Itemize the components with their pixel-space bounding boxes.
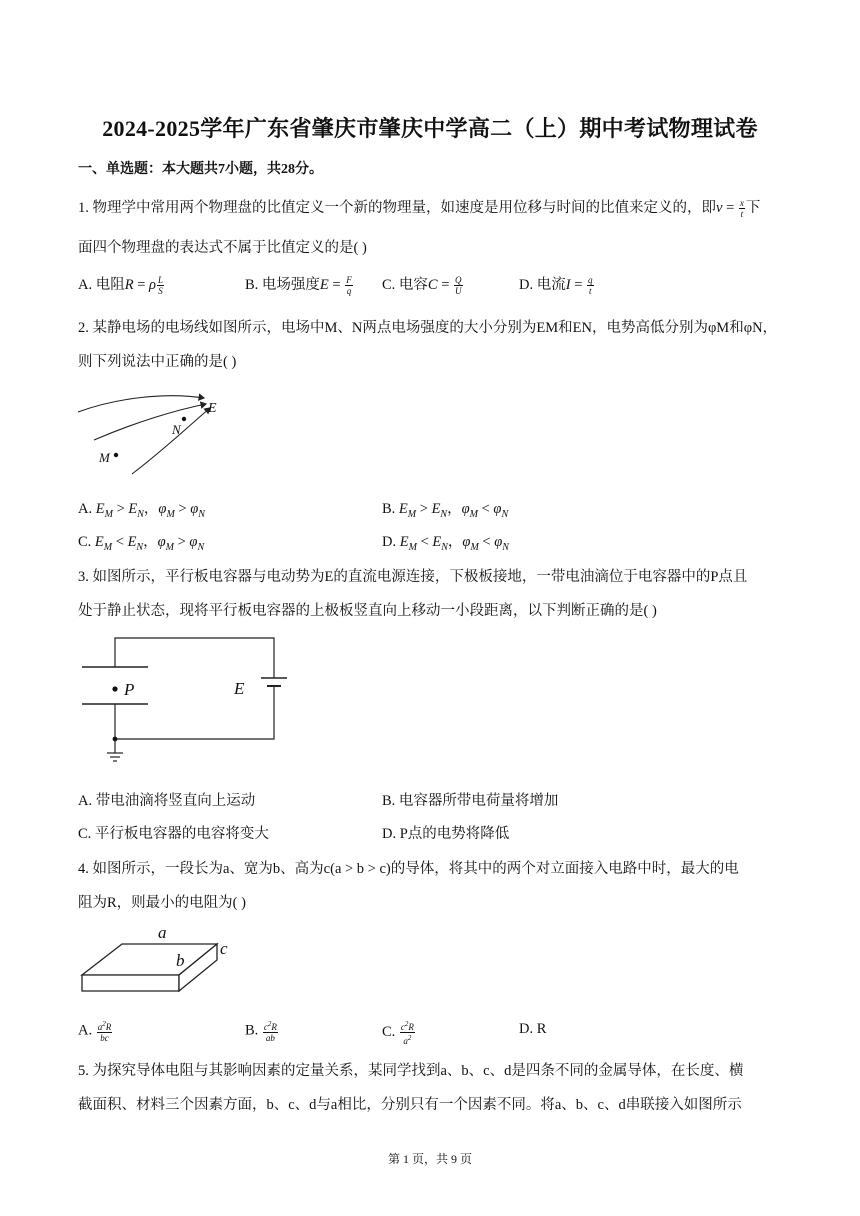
q2-option-d: D. $E_M < E_N$，$\varphi_M < \varphi_N$ [382,534,509,553]
field-line-2 [94,404,206,440]
q1-option-d: D. 电流I = $\frac{q}{t}$ [519,275,593,297]
q2-line2: 则下列说法中正确的是( ) [78,354,237,370]
field-line-1 [78,396,204,412]
q3-option-d: D. P点的电势将降低 [382,826,510,842]
label-p: P [124,680,135,699]
q1-option-b: B. 电场强度E = $\frac{F}{q}$ [245,275,352,297]
q1-option-a: A. 电阻R = ρ $\frac{L}{S}$ [78,275,164,297]
q2-option-b: B. $E_M > E_N$，$\varphi_M < \varphi_N$ [382,501,509,520]
capacitor-circuit-figure [78,632,308,772]
q3-option-c: C. 平行板电容器的电容将变大 [78,826,269,842]
q3-line2: 处于静止状态，现将平行板电容器的上极板竖直向上移动一小段距离，以下判断正确的是( ) [78,603,657,619]
label-e: E [234,679,245,698]
q4-option-d: D. R [519,1021,547,1037]
q4-option-a: A. $\frac{a^2R}{bc}$ [78,1020,112,1043]
q4-line1: 4. 如图所示，一段长为a、宽为b、高为c(a > b > c)的导体，将其中的两个对立面接入电路中时，最大的电 [78,861,739,877]
label-b: b [176,951,185,970]
label-a: a [158,923,167,942]
conductor-block-figure [78,920,248,1000]
q3-line1: 3. 如图所示，平行板电容器与电动势为E的直流电源连接，下极板接地，一带电油滴位于电容器中的P点且 [78,569,748,585]
q3-option-b: B. 电容器所带电荷量将增加 [382,793,559,809]
q2-option-c: C. $E_M < E_N$，$\varphi_M > \varphi_N$ [78,534,205,553]
label-c: c [220,939,228,958]
page-footer: 第 1 页，共 9 页 [387,1152,472,1166]
field-line-3 [132,408,210,474]
q1-line2: 面四个物理盘的表达式不属于比值定义的是( ) [78,240,367,256]
block-front-face [82,975,179,991]
oil-drop-p [112,686,117,691]
q4-option-c: C. $\frac{c^2R}{a^2}$ [382,1020,414,1046]
label-e: E [208,401,217,416]
label-n: N [172,422,181,437]
wire-top [115,638,274,678]
q2-option-a: A. $E_M > E_N$，$\varphi_M > \varphi_N$ [78,501,205,520]
q3-option-a: A. 带电油滴将竖直向上运动 [78,793,256,809]
point-m [114,453,118,457]
wire-bottom [115,686,274,739]
q4-line2: 阻为R，则最小的电阻为( ) [78,895,246,911]
section-heading: 一、单选题：本大题共7小题，共28分。 [78,162,323,177]
q5-line1: 5. 为探究导体电阻与其影响因素的定量关系，某同学找到a、b、c、d是四条不同的金属导体，在长度、横 [78,1063,744,1079]
point-n [182,417,186,421]
label-m: M [99,450,110,465]
electric-field-figure [76,384,236,480]
q5-line2: 截面积、材料三个因素方面，b、c、d与a相比，分别只有一个因素不同。将a、b、c、d串联接入如图所示 [78,1097,742,1113]
page-title: 2024-2025学年广东省肇庆市肇庆中学高二（上）期中考试物理试卷 [102,116,758,141]
q1-line1: 1. 物理学中常用两个物理盘的比值定义一个新的物理量，如速度是用位移与时间的比值来定义的，即v = $\frac{x}{t}$ 下 [78,198,761,220]
q1-option-c: C. 电容C = $\frac{Q}{U}$ [382,275,462,297]
q2-line1: 2. 某静电场的电场线如图所示，电场中M、N两点电场强度的大小分别为EM和EN，电势高低分别为φM和φN， [78,320,778,336]
q4-option-b: B. $\frac{c^2R}{ab}$ [245,1020,277,1043]
